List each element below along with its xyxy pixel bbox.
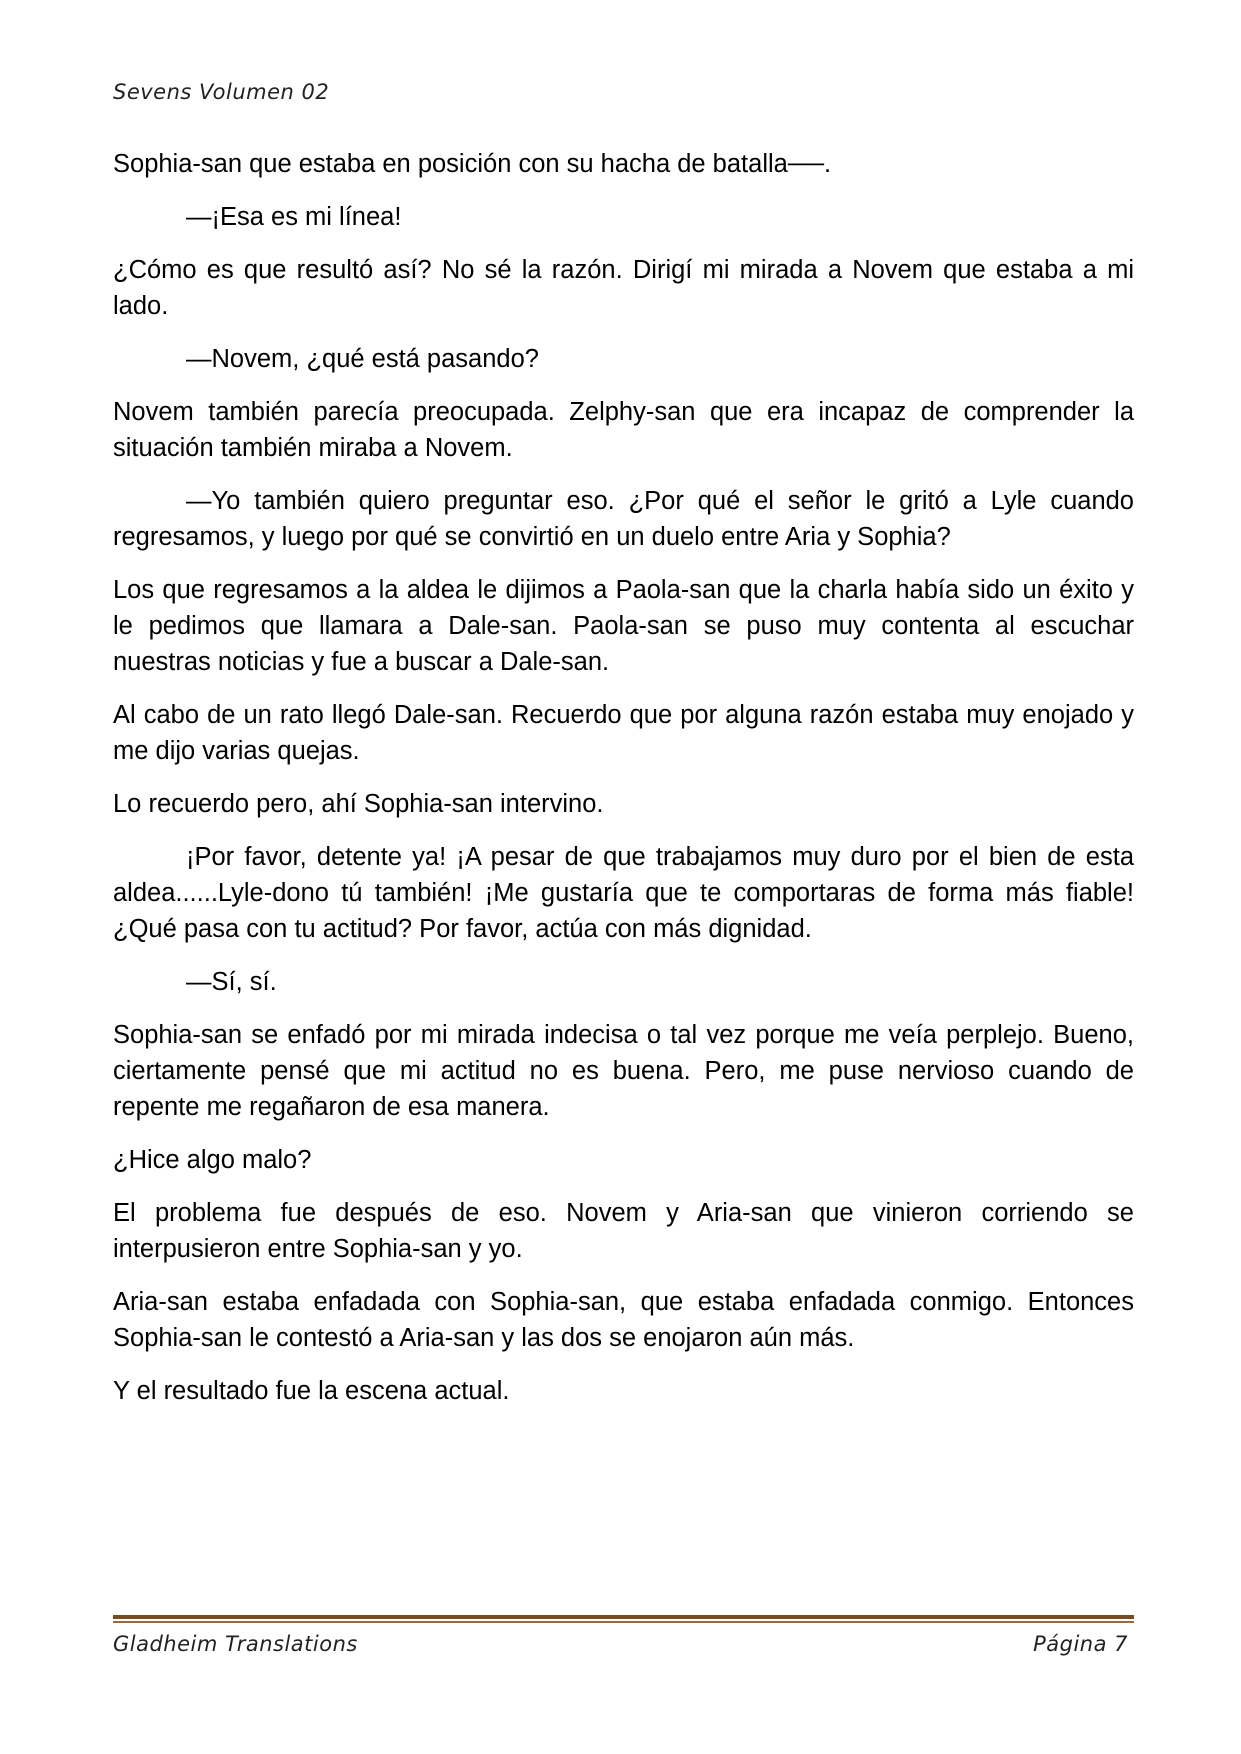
paragraph-8: Al cabo de un rato llegó Dale-san. Recuerdo que por alguna razón estaba muy enojado y me dijo varias quejas. [113,701,1134,765]
paragraph-5: Novem también parecía preocupada. Zelphy-san que era incapaz de comprender la situación también miraba a Novem. [113,398,1134,462]
body-text [113,146,1134,1426]
paragraph-15: Aria-san estaba enfadada con Sophia-san, que estaba enfadada conmigo. Entonces Sophia-san le contestó a Aria-san y las dos se enojaron aún más. [113,1288,1134,1352]
dialogue-line-1: —¡Esa es mi línea! [186,203,402,231]
running-header: Sevens Volumen 02 [113,80,330,104]
dialogue-line-5: —Sí, sí. [186,968,277,996]
paragraph-13: ¿Hice algo malo? [113,1146,312,1174]
paragraph-7: Los que regresamos a la aldea le dijimos a Paola-san que la charla había sido un éxito y le pedimos que llamara a Dale-san. Paola-san se puso muy contenta al escuchar nuestras noticias y fue a buscar a Dale-san. [113,576,1134,676]
paragraph-14: El problema fue después de eso. Novem y Aria-san que vinieron corriendo se interpusieron entre Sophia-san y yo. [113,1199,1134,1263]
footer-publisher: Gladheim Translations [113,1632,358,1656]
footer-rule-thin [113,1621,1134,1623]
paragraph-3: ¿Cómo es que resultó así? No sé la razón. Dirigí mi mirada a Novem que estaba a mi lado. [113,256,1134,320]
paragraph-16: Y el resultado fue la escena actual. [113,1377,510,1405]
dialogue-line-3: —Yo también quiero preguntar eso. ¿Por qué el señor le gritó a Lyle cuando regresamos, y luego por qué se convirtió en un duelo entre Aria y Sophia? [113,487,1134,551]
dialogue-line-4: ¡Por favor, detente ya! ¡A pesar de que trabajamos muy duro por el bien de esta aldea......Lyle-dono tú también! ¡Me gustaría que te comportaras de forma más fiable! ¿Qué pasa con tu actitud? Por favor, actúa con más dignidad. [113,843,1134,943]
paragraph-1: Sophia-san que estaba en posición con su hacha de batalla──. [113,150,832,178]
paragraph-12: Sophia-san se enfadó por mi mirada indecisa o tal vez porque me veía perplejo. Bueno, ciertamente pensé que mi actitud no es buena. Pero, me puse nervioso cuando de repente me regañaron de esa manera. [113,1021,1134,1121]
footer-page-number: Página 7 [1033,1632,1128,1656]
footer-rule [113,1615,1134,1623]
paragraph-9: Lo recuerdo pero, ahí Sophia-san intervino. [113,790,604,818]
dialogue-line-2: —Novem, ¿qué está pasando? [186,345,539,373]
